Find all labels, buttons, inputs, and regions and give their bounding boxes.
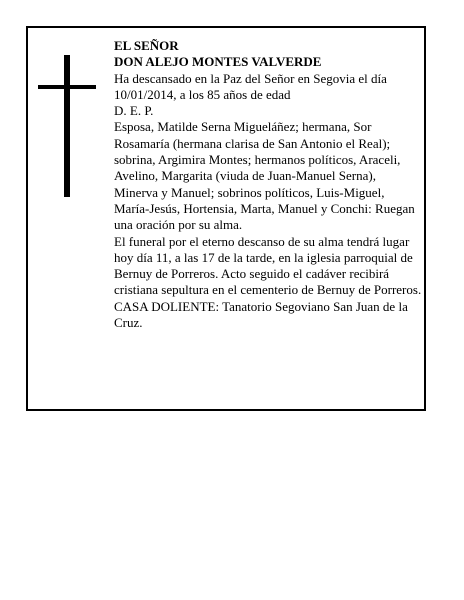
cross-icon-bar xyxy=(38,85,96,89)
cross-icon xyxy=(64,55,70,197)
family-list: Esposa, Matilde Serna Migueláñez; hermana, Sor Rosamaría (hermana clarisa de San Antonio el Real); sobrina, Argimira Montes; hermanos políticos, Araceli, Avelino, Margarita (viuda de Juan-Manuel Serna), Minerva y Manuel; sobrinos políticos, Luis-Miguel, María-Jesús, Hortensia, Marta, Manuel y Conchi: Ruegan una oración por su alma. xyxy=(114,119,415,233)
title-line-1: EL SEÑOR xyxy=(114,38,179,53)
death-announcement: Ha descansado en la Paz del Señor en Segovia el día 10/01/2014, a los 85 años de edad xyxy=(114,70,387,102)
mourning-house: CASA DOLIENTE: Tanatorio Segoviano San Juan de la Cruz. xyxy=(114,298,408,331)
funeral-details: El funeral por el eterno descanso de su alma tendrá lugar hoy día 11, a las 17 de la tarde, en la iglesia parroquial de Bernuy de Porreros. Acto seguido el cadáver recibirá cristiana sepultura en el cementerio de Bernuy de Porreros. xyxy=(114,233,422,298)
rip-text: D. E. P. xyxy=(114,103,154,119)
deceased-name: DON ALEJO MONTES VALVERDE xyxy=(114,54,322,70)
obituary-text xyxy=(114,38,422,331)
